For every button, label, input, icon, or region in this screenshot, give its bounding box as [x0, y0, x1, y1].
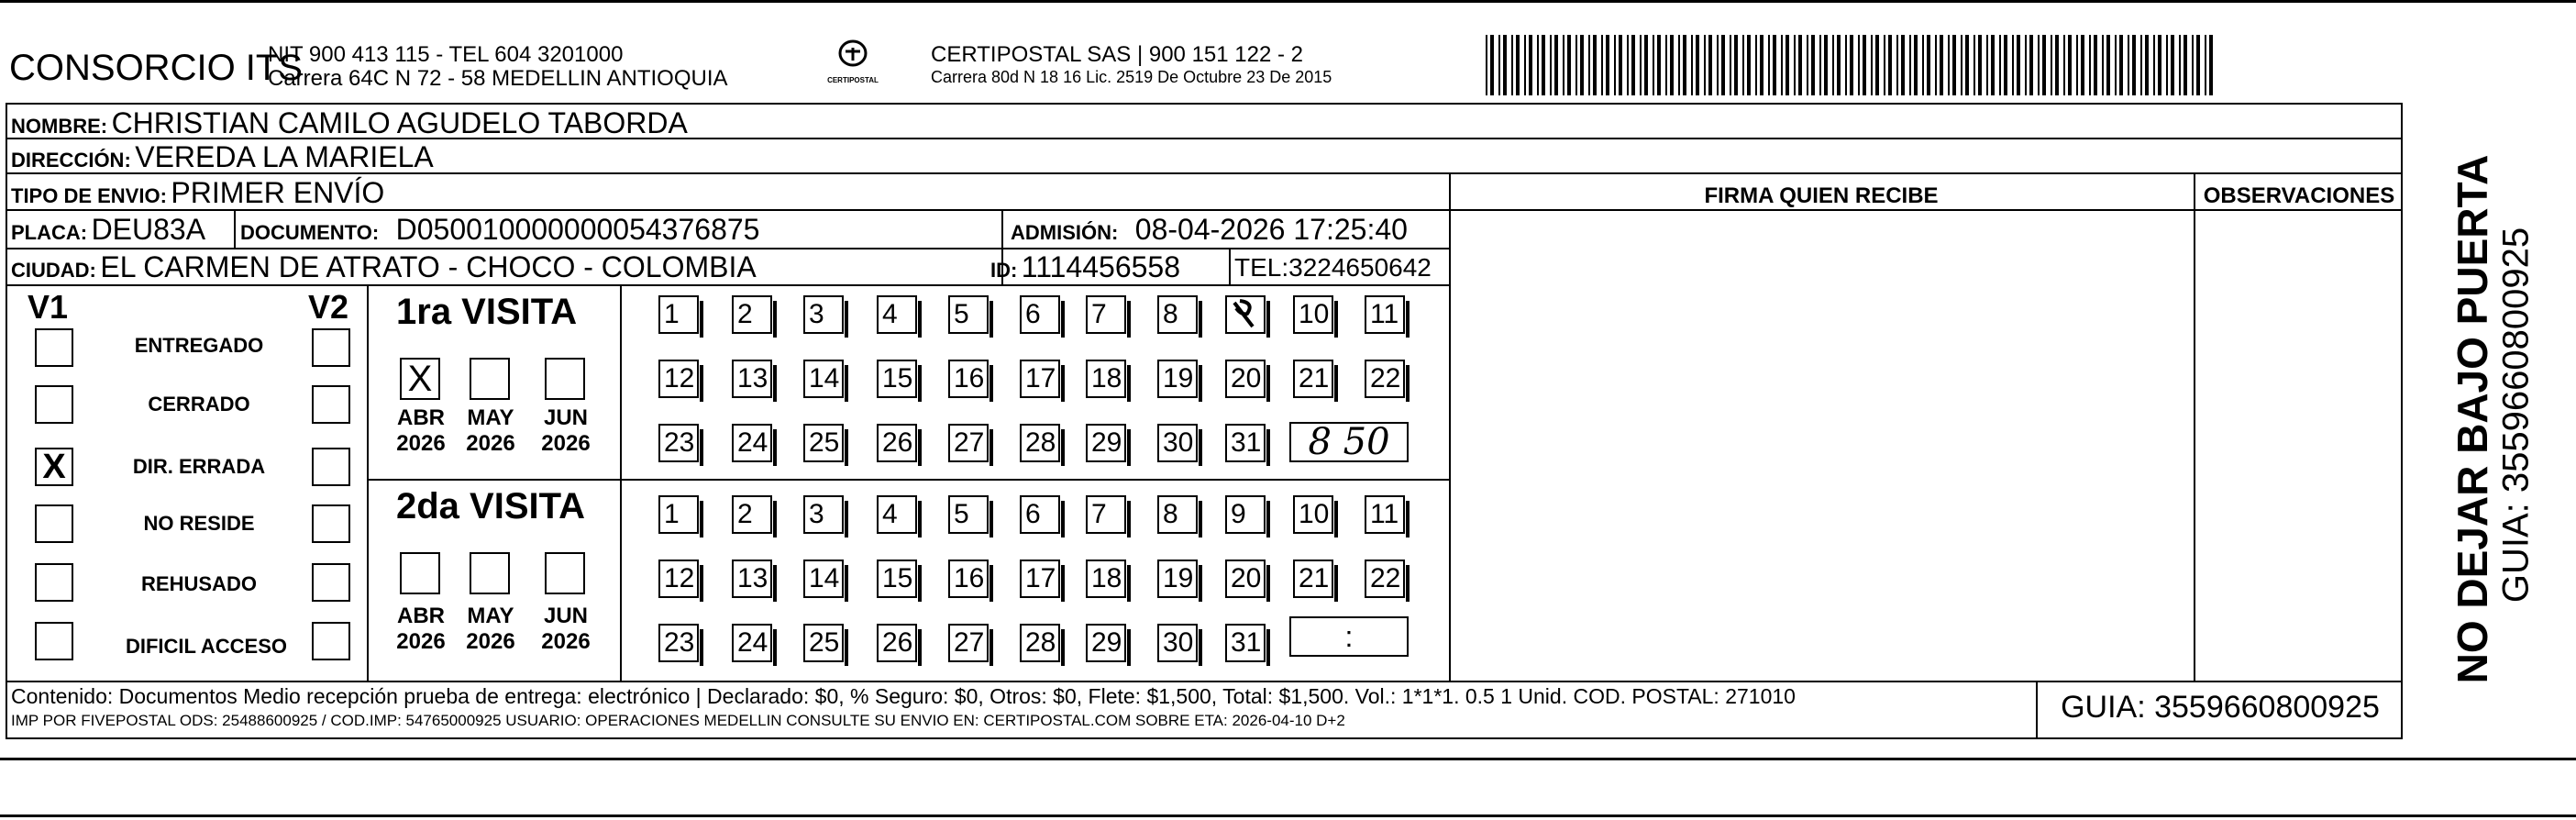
mid-line: [369, 479, 1449, 481]
side-guia: GUIA: 3559660800925: [2495, 227, 2537, 604]
barcode-bar: [1665, 35, 1667, 95]
barcode-bar: [1516, 35, 1520, 95]
barcode: [1486, 35, 2219, 95]
observaciones-header: OBSERVACIONES: [2203, 183, 2395, 208]
barcode-bar: [1961, 35, 1962, 95]
documento-label: DOCUMENTO:: [240, 221, 380, 244]
second-day-box[interactable]: 22: [1365, 560, 1405, 598]
barcode-bar: [1837, 35, 1841, 95]
first-day-box[interactable]: 15: [877, 360, 917, 398]
scribble-mark-icon: [1227, 297, 1264, 332]
second-month-box-may[interactable]: [470, 552, 510, 594]
barcode-bar: [1717, 35, 1719, 95]
second-day-box[interactable]: 4: [877, 495, 917, 534]
barcode-bar: [1760, 35, 1763, 95]
barcode-bar: [2038, 35, 2040, 95]
barcode-bar: [2145, 35, 2149, 95]
certipostal-line2: Carrera 80d N 18 16 Lic. 2519 De Octubre 23 De 2015: [931, 68, 1332, 86]
placa-field: [11, 213, 205, 247]
second-day-box[interactable]: 3: [803, 495, 844, 534]
direccion-field: [11, 140, 434, 174]
barcode-bar: [2184, 35, 2187, 95]
barcode-bar: [1742, 35, 1744, 95]
v2-checkbox-no-reside[interactable]: [312, 504, 350, 543]
barcode-bar: [1914, 35, 1918, 95]
row-line: [6, 248, 1449, 249]
col-line: [1229, 249, 1231, 284]
barcode-bar: [1747, 35, 1751, 95]
second-day-box[interactable]: 27: [948, 624, 989, 662]
company-name: CONSORCIO ITS: [9, 48, 304, 88]
month-label: ABR 2026: [396, 604, 446, 654]
barcode-bar: [1781, 35, 1783, 95]
barcode-bar: [2063, 35, 2065, 95]
barcode-bar: [1863, 35, 1866, 95]
certipostal-line1: CERTIPOSTAL SAS | 900 151 122 - 2: [931, 42, 1303, 67]
barcode-bar: [2017, 35, 2020, 95]
second-day-box[interactable]: 21: [1293, 560, 1333, 598]
company-line1: NIT 900 413 115 - TEL 604 3201000: [268, 42, 624, 67]
month-label: JUN 2026: [541, 604, 591, 654]
v2-checkbox-entregado[interactable]: [312, 328, 350, 367]
first-day-box[interactable]: 16: [948, 360, 989, 398]
barcode-bar: [1524, 35, 1526, 95]
first-day-box[interactable]: 10: [1293, 295, 1333, 334]
barcode-bar: [2094, 35, 2097, 95]
option-label: DIR. ERRADA: [132, 455, 266, 478]
barcode-bar: [1952, 35, 1956, 95]
first-visit-title: 1ra VISITA: [396, 292, 578, 332]
barcode-bar: [1708, 35, 1712, 95]
first-day-box[interactable]: 20: [1225, 360, 1266, 398]
second-day-box[interactable]: 1: [658, 495, 699, 534]
nombre-value: CHRISTIAN CAMILO AGUDELO TABORDA: [111, 106, 688, 139]
first-day-box[interactable]: 26: [877, 424, 917, 462]
v1-label: V1: [28, 288, 69, 326]
barcode-bar: [1550, 35, 1552, 95]
first-day-box[interactable]: 22: [1365, 360, 1405, 398]
barcode-bar: [1563, 35, 1564, 95]
col-line: [1449, 174, 1451, 681]
second-visit-time-box[interactable]: [1289, 616, 1409, 657]
barcode-bar: [2166, 35, 2168, 95]
second-day-box[interactable]: 29: [1086, 624, 1126, 662]
barcode-bar: [2102, 35, 2104, 95]
barcode-bar: [2205, 35, 2206, 95]
footer-guia: GUIA: 3559660800925: [2061, 690, 2380, 725]
barcode-bar: [1730, 35, 1731, 95]
barcode-bar: [1832, 35, 1834, 95]
second-day-box[interactable]: 28: [1020, 624, 1060, 662]
second-day-box[interactable]: 7: [1086, 495, 1126, 534]
second-day-box[interactable]: 31: [1225, 624, 1266, 662]
second-day-box[interactable]: 10: [1293, 495, 1333, 534]
option-label: CERRADO: [148, 393, 250, 416]
first-visit-time-box[interactable]: [1289, 422, 1409, 462]
barcode-bar: [1601, 35, 1603, 95]
barcode-bar: [2025, 35, 2027, 95]
barcode-bar: [2179, 35, 2181, 95]
barcode-bar: [2081, 35, 2084, 95]
first-day-box[interactable]: 28: [1020, 424, 1060, 462]
v1-checkbox-no-reside[interactable]: [35, 504, 73, 543]
col-line: [234, 211, 236, 248]
barcode-bar: [1678, 35, 1680, 95]
v1-checkbox-dir-errada[interactable]: X: [35, 448, 73, 486]
second-day-box[interactable]: 15: [877, 560, 917, 598]
top-rule: [0, 0, 2576, 3]
barcode-bar: [1640, 35, 1642, 95]
barcode-bar: [2051, 35, 2052, 95]
first-day-box[interactable]: 19: [1157, 360, 1198, 398]
first-month-box-jun[interactable]: [545, 358, 585, 400]
second-day-box[interactable]: 25: [803, 624, 844, 662]
barcode-bar: [1627, 35, 1629, 95]
second-day-box[interactable]: 17: [1020, 560, 1060, 598]
placa-value: DEU83A: [91, 213, 206, 246]
second-day-box[interactable]: 24: [732, 624, 772, 662]
barcode-bar: [2153, 35, 2155, 95]
barcode-bar: [2042, 35, 2046, 95]
barcode-bar: [1567, 35, 1571, 95]
separator-rule: [0, 758, 2576, 760]
footer-imp: IMP POR FIVEPOSTAL ODS: 25488600925 / COD.IMP: 54765000925 USUARIO: OPERACIONES MEDELLIN CONSULTE SU ENVIO EN: CERTIPOSTAL.COM SOBRE ETA: 2026-04-10 D+2: [11, 712, 1345, 729]
barcode-bar: [1871, 35, 1873, 95]
v1-checkbox-cerrado[interactable]: [35, 385, 73, 424]
barcode-bar: [1845, 35, 1847, 95]
barcode-bar: [2004, 35, 2007, 95]
v1-checkbox-rehusado[interactable]: [35, 563, 73, 602]
barcode-bar: [1593, 35, 1597, 95]
v2-label: V2: [308, 288, 349, 326]
col-line: [2194, 174, 2195, 681]
barcode-bar: [1786, 35, 1789, 95]
barcode-bar: [2089, 35, 2091, 95]
barcode-bar: [1811, 35, 1815, 95]
barcode-bar: [1529, 35, 1532, 95]
first-month-box-abr[interactable]: X: [400, 358, 440, 400]
direccion-label: DIRECCIÓN:: [11, 149, 131, 172]
first-day-box[interactable]: [1225, 295, 1266, 334]
barcode-bar: [1498, 35, 1500, 95]
barcode-bar: [1973, 35, 1975, 95]
barcode-bar: [1542, 35, 1545, 95]
second-day-box[interactable]: 16: [948, 560, 989, 598]
row-line: [6, 681, 2403, 682]
second-visit-time: :: [1344, 620, 1354, 653]
barcode-bar: [1486, 35, 1487, 95]
documento-value: D050010000000054376875: [395, 213, 760, 246]
barcode-bar: [1511, 35, 1513, 95]
second-day-box[interactable]: 13: [732, 560, 772, 598]
first-day-box[interactable]: 11: [1365, 295, 1405, 334]
barcode-bar: [1614, 35, 1616, 95]
barcode-bar: [1588, 35, 1590, 95]
barcode-bar: [2055, 35, 2059, 95]
barcode-bar: [2196, 35, 2200, 95]
barcode-bar: [2192, 35, 2194, 95]
ciudad-field: [11, 250, 757, 284]
placa-label: PLACA:: [11, 221, 88, 244]
barcode-bar: [1896, 35, 1898, 95]
barcode-bar: [1696, 35, 1699, 95]
second-day-box[interactable]: 19: [1157, 560, 1198, 598]
documento-field: [240, 213, 759, 247]
nombre-label: NOMBRE:: [11, 115, 108, 138]
first-day-box[interactable]: 29: [1086, 424, 1126, 462]
barcode-bar: [1965, 35, 1969, 95]
first-month-box-may[interactable]: [470, 358, 510, 400]
barcode-bar: [1798, 35, 1802, 95]
ciudad-value: EL CARMEN DE ATRATO - CHOCO - COLOMBIA: [100, 250, 757, 283]
direccion-value: VEREDA LA MARIELA: [135, 140, 434, 173]
barcode-bar: [2158, 35, 2161, 95]
company-line2: Carrera 64C N 72 - 58 MEDELLIN ANTIOQUIA: [268, 66, 728, 91]
first-day-box[interactable]: 2: [732, 295, 772, 334]
barcode-bar: [2076, 35, 2078, 95]
col-line: [367, 286, 369, 681]
first-day-box[interactable]: 14: [803, 360, 844, 398]
barcode-bar: [1734, 35, 1738, 95]
barcode-bar: [1999, 35, 2001, 95]
second-day-box[interactable]: 8: [1157, 495, 1198, 534]
id-label: ID:: [990, 259, 1018, 282]
barcode-bar: [1991, 35, 1995, 95]
v2-checkbox-cerrado[interactable]: [312, 385, 350, 424]
first-day-box[interactable]: 5: [948, 295, 989, 334]
barcode-bar: [1884, 35, 1885, 95]
first-visit-time: 8 50: [1308, 421, 1390, 463]
tel-label: TEL:: [1234, 253, 1289, 282]
barcode-bar: [1978, 35, 1982, 95]
footer-content: Contenido: Documentos Medio recepción prueba de entrega: electrónico | Declarado: $0, % Seguro: $0, Otros: $0, Flete: $1,500, Total: $1,500. Vol.: 1*1*1. 0.5 1 Unid. COD. POSTAL: 271010: [11, 684, 1796, 708]
v2-checkbox-rehusado[interactable]: [312, 563, 350, 602]
barcode-bar: [2115, 35, 2117, 95]
month-label: MAY 2026: [466, 604, 515, 654]
second-day-box[interactable]: 6: [1020, 495, 1060, 534]
second-month-box-abr[interactable]: [400, 552, 440, 594]
admision-value: 08-04-2026 17:25:40: [1134, 213, 1408, 246]
barcode-bar: [1807, 35, 1808, 95]
barcode-bar: [2128, 35, 2129, 95]
first-day-box[interactable]: 23: [658, 424, 699, 462]
barcode-bar: [1537, 35, 1539, 95]
option-label: REHUSADO: [141, 572, 257, 595]
first-day-box[interactable]: 1: [658, 295, 699, 334]
barcode-bar: [1691, 35, 1693, 95]
id-value: 1114456558: [1021, 250, 1180, 283]
barcode-bar: [1901, 35, 1905, 95]
second-month-box-jun[interactable]: [545, 552, 585, 594]
barcode-bar: [1986, 35, 1988, 95]
month-label: ABR 2026: [396, 405, 446, 456]
first-day-box[interactable]: 7: [1086, 295, 1126, 334]
barcode-bar: [1927, 35, 1930, 95]
barcode-bar: [1704, 35, 1706, 95]
barcode-bar: [1631, 35, 1635, 95]
barcode-bar: [2012, 35, 2014, 95]
barcode-bar: [1794, 35, 1796, 95]
side-title: NO DEJAR BAJO PUERTA: [2449, 154, 2496, 684]
certipostal-logo: [807, 39, 899, 94]
second-day-box[interactable]: 12: [658, 560, 699, 598]
v2-checkbox-dir-errada[interactable]: [312, 448, 350, 486]
first-day-box[interactable]: 17: [1020, 360, 1060, 398]
barcode-bar: [1580, 35, 1584, 95]
barcode-bar: [2068, 35, 2072, 95]
col-line: [620, 286, 622, 681]
barcode-bar: [1619, 35, 1622, 95]
barcode-bar: [1850, 35, 1853, 95]
first-day-box[interactable]: 8: [1157, 295, 1198, 334]
second-day-box[interactable]: 11: [1365, 495, 1405, 534]
first-day-box[interactable]: 6: [1020, 295, 1060, 334]
v1-checkbox-entregado[interactable]: [35, 328, 73, 367]
v2-checkbox-dificil-acceso[interactable]: [312, 622, 350, 660]
month-label: JUN 2026: [541, 405, 591, 456]
barcode-bar: [1503, 35, 1507, 95]
tipo-value: PRIMER ENVÍO: [171, 176, 385, 209]
side-panel: [2421, 110, 2537, 743]
barcode-bar: [1644, 35, 1648, 95]
barcode-bar: [2209, 35, 2213, 95]
option-label: DIFICIL ACCESO: [125, 635, 287, 658]
first-day-box[interactable]: 25: [803, 424, 844, 462]
ciudad-label: CIUDAD:: [11, 259, 96, 282]
barcode-bar: [1606, 35, 1609, 95]
firma-header: FIRMA QUIEN RECIBE: [1704, 183, 1939, 208]
first-day-box[interactable]: 24: [732, 424, 772, 462]
second-day-box[interactable]: 2: [732, 495, 772, 534]
barcode-bar: [1935, 35, 1937, 95]
barcode-bar: [1773, 35, 1776, 95]
barcode-bar: [1922, 35, 1924, 95]
barcode-bar: [2132, 35, 2136, 95]
second-day-box[interactable]: 20: [1225, 560, 1266, 598]
option-label: ENTREGADO: [134, 334, 264, 357]
barcode-bar: [2171, 35, 2174, 95]
barcode-bar: [1670, 35, 1674, 95]
second-day-box[interactable]: 26: [877, 624, 917, 662]
second-day-box[interactable]: 14: [803, 560, 844, 598]
barcode-bar: [2106, 35, 2110, 95]
second-day-box[interactable]: 23: [658, 624, 699, 662]
id-field: [990, 250, 1180, 284]
first-day-box[interactable]: 21: [1293, 360, 1333, 398]
barcode-bar: [1858, 35, 1860, 95]
first-day-box[interactable]: 31: [1225, 424, 1266, 462]
second-visit-title: 2da VISITA: [396, 486, 585, 526]
bottom-rule: [0, 814, 2576, 817]
barcode-bar: [1948, 35, 1950, 95]
first-day-box[interactable]: 13: [732, 360, 772, 398]
row-line: [6, 284, 1449, 286]
barcode-bar: [1721, 35, 1725, 95]
second-day-box[interactable]: 9: [1225, 495, 1266, 534]
second-day-box[interactable]: 30: [1157, 624, 1198, 662]
barcode-bar: [1490, 35, 1494, 95]
first-day-box[interactable]: 18: [1086, 360, 1126, 398]
barcode-bar: [1653, 35, 1654, 95]
barcode-bar: [1657, 35, 1661, 95]
barcode-bar: [2029, 35, 2033, 95]
barcode-bar: [1755, 35, 1757, 95]
logo-text: CERTIPOSTAL: [827, 76, 879, 84]
barcode-bar: [1824, 35, 1828, 95]
first-day-box[interactable]: 30: [1157, 424, 1198, 462]
barcode-bar: [1875, 35, 1879, 95]
tel-field: [1234, 253, 1432, 283]
v1-checkbox-dificil-acceso[interactable]: [35, 622, 73, 660]
barcode-bar: [2119, 35, 2123, 95]
option-label: NO RESIDE: [143, 512, 255, 535]
barcode-bar: [2140, 35, 2142, 95]
barcode-bar: [1768, 35, 1770, 95]
barcode-bar: [1575, 35, 1577, 95]
second-day-box[interactable]: 5: [948, 495, 989, 534]
barcode-bar: [1888, 35, 1892, 95]
barcode-bar: [1683, 35, 1686, 95]
admision-label: ADMISIÓN:: [1011, 221, 1119, 244]
first-day-box[interactable]: 12: [658, 360, 699, 398]
barcode-bar: [1819, 35, 1821, 95]
barcode-bar: [1940, 35, 1943, 95]
first-day-box[interactable]: 3: [803, 295, 844, 334]
barcode-bar: [1909, 35, 1911, 95]
tel-value: 3224650642: [1288, 253, 1432, 282]
nombre-field: [11, 106, 688, 140]
admision-field: [1011, 213, 1408, 247]
month-label: MAY 2026: [466, 405, 515, 456]
tipo-field: [11, 176, 384, 210]
barcode-bar: [1554, 35, 1558, 95]
tipo-label: TIPO DE ENVIO:: [11, 184, 167, 207]
first-day-box[interactable]: 4: [877, 295, 917, 334]
second-day-box[interactable]: 18: [1086, 560, 1126, 598]
first-day-box[interactable]: 27: [948, 424, 989, 462]
